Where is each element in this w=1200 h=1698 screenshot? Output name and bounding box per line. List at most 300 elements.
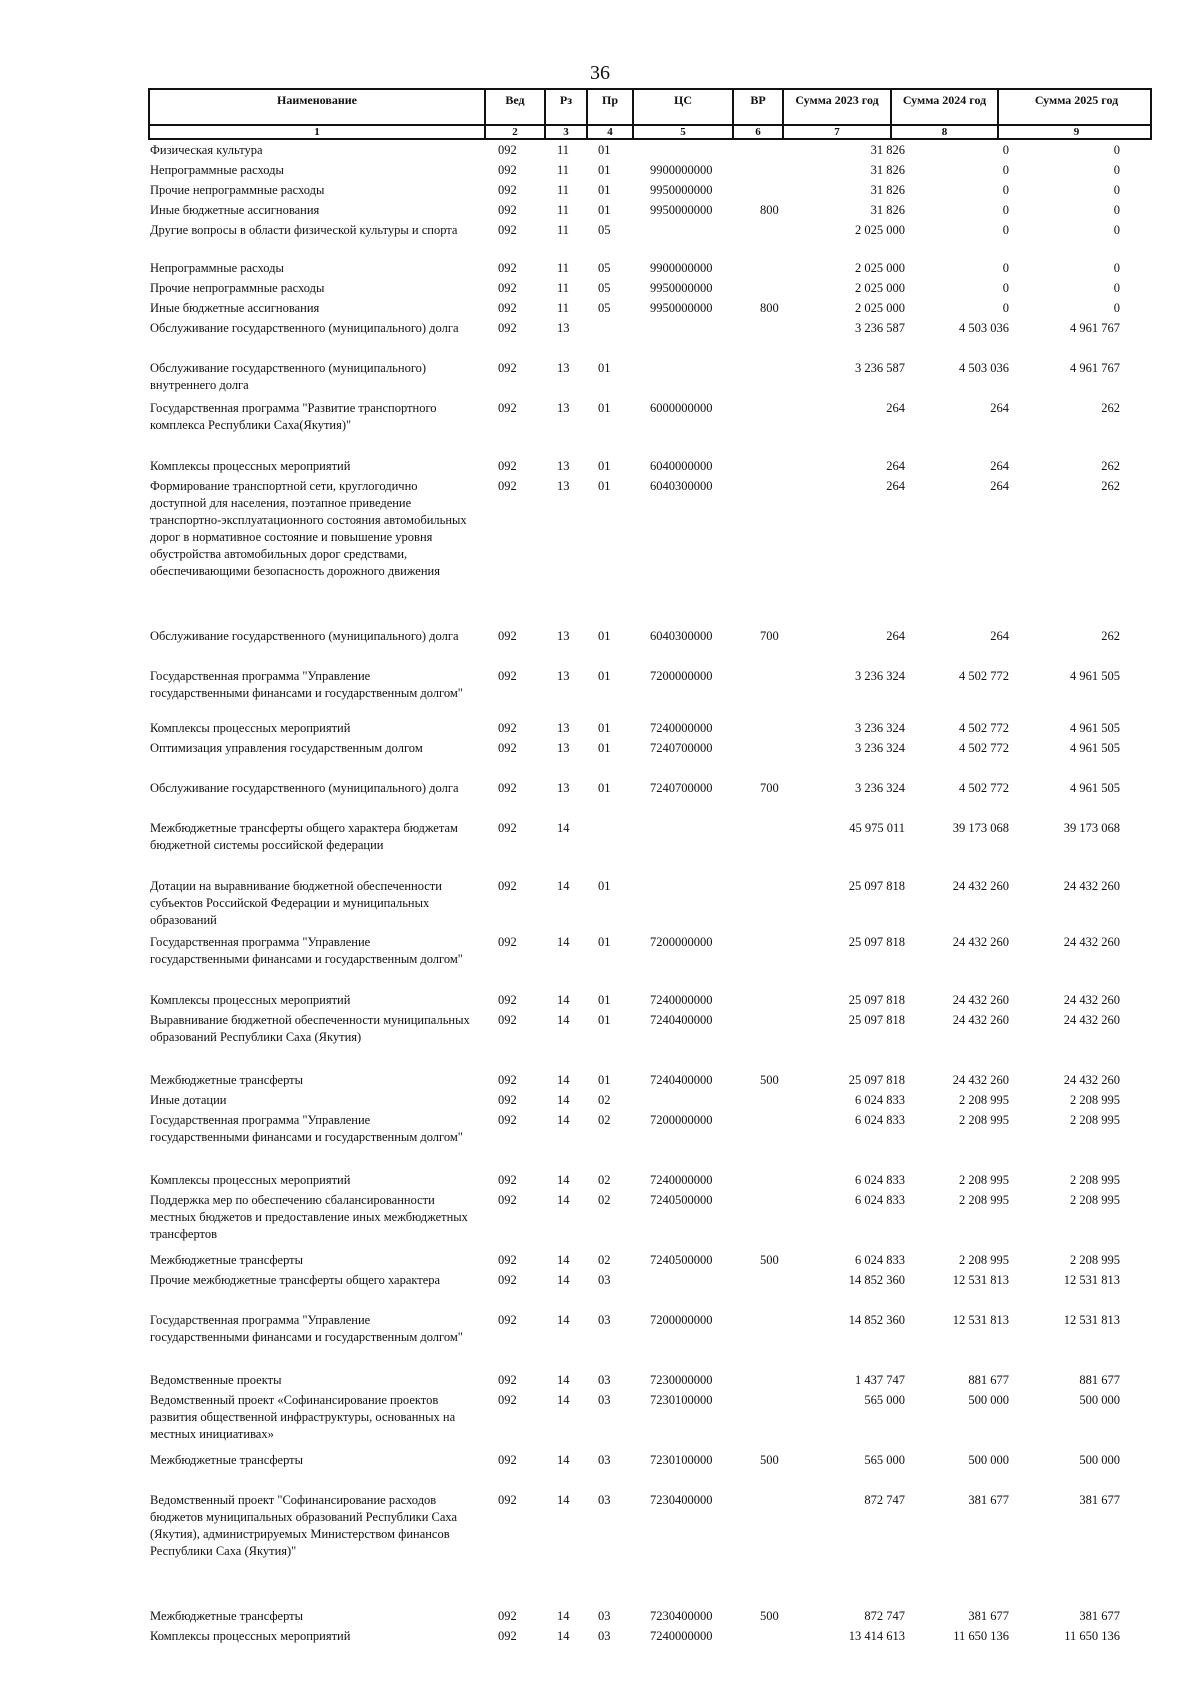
row-cs: 7240700000: [650, 741, 713, 755]
row-rz: 11: [557, 261, 570, 275]
row-sum-2025: 500 000: [1079, 1393, 1120, 1407]
column-number: 2: [486, 126, 546, 138]
row-ved: 092: [498, 993, 517, 1007]
row-rz: 11: [557, 281, 570, 295]
row-rz: 13: [557, 669, 570, 683]
row-sum-2025: 0: [1113, 163, 1120, 177]
row-rz: 13: [557, 741, 570, 755]
row-rz: 14: [557, 1013, 570, 1027]
row-name: Комплексы процессных мероприятий: [150, 1629, 351, 1643]
row-sum-2023: 3 236 324: [855, 781, 905, 795]
row-ved: 092: [498, 459, 517, 473]
row-cs: 7240700000: [650, 781, 713, 795]
row-sum-2024: 381 677: [968, 1493, 1009, 1507]
row-ved: 092: [498, 401, 517, 415]
row-pr: 03: [598, 1393, 611, 1407]
row-name: Иные дотации: [150, 1093, 227, 1107]
row-pr: 02: [598, 1113, 611, 1127]
row-sum-2025: 4 961 505: [1070, 721, 1120, 735]
row-rz: 14: [557, 879, 570, 893]
row-rz: 14: [557, 1373, 570, 1387]
row-sum-2024: 264: [990, 459, 1009, 473]
row-cs: 9900000000: [650, 261, 713, 275]
row-rz: 14: [557, 821, 570, 835]
column-number: 9: [1073, 126, 1080, 138]
row-sum-2023: 6 024 833: [855, 1193, 905, 1207]
row-rz: 11: [557, 203, 570, 217]
row-ved: 092: [498, 261, 517, 275]
row-name: Поддержка мер по обеспечению сбалансированности местных бюджетов и предоставление иных межбюджетных трансфертов: [150, 1193, 468, 1241]
row-sum-2023: 1 437 747: [855, 1373, 905, 1387]
column-number: 5: [634, 126, 734, 138]
row-rz: 13: [557, 321, 570, 335]
row-sum-2023: 264: [886, 629, 905, 643]
row-name: Ведомственные проекты: [150, 1373, 282, 1387]
row-ved: 092: [498, 879, 517, 893]
row-sum-2024: 11 650 136: [953, 1629, 1009, 1643]
row-sum-2024: 24 432 260: [952, 993, 1009, 1007]
row-cs: 7230100000: [650, 1453, 713, 1467]
row-cs: 9950000000: [650, 183, 713, 197]
row-cs: 7230400000: [650, 1493, 713, 1507]
row-rz: 13: [557, 361, 570, 375]
row-pr: 03: [598, 1373, 611, 1387]
row-ved: 092: [498, 1253, 517, 1267]
row-name: Дотации на выравнивание бюджетной обеспеченности субъектов Российской Федерации и муниципальных образований: [150, 879, 442, 927]
row-cs: 7230100000: [650, 1393, 713, 1407]
row-sum-2023: 25 097 818: [848, 1013, 905, 1027]
row-rz: 14: [557, 935, 570, 949]
row-sum-2025: 4 961 767: [1070, 361, 1120, 375]
row-sum-2025: 24 432 260: [1063, 935, 1120, 949]
row-name: Комплексы процессных мероприятий: [150, 1173, 351, 1187]
row-sum-2024: 0: [1002, 223, 1009, 237]
row-sum-2024: 264: [990, 401, 1009, 415]
row-sum-2025: 262: [1101, 629, 1120, 643]
row-sum-2023: 14 852 360: [848, 1313, 905, 1327]
row-sum-2024: 2 208 995: [959, 1113, 1009, 1127]
row-sum-2023: 31 826: [870, 183, 905, 197]
row-cs: 7240500000: [650, 1253, 713, 1267]
row-cs: 7200000000: [650, 669, 713, 683]
row-sum-2024: 500 000: [968, 1453, 1009, 1467]
row-sum-2025: 500 000: [1079, 1453, 1120, 1467]
row-sum-2025: 12 531 813: [1063, 1313, 1120, 1327]
row-sum-2025: 881 677: [1079, 1373, 1120, 1387]
column-number: 8: [892, 126, 999, 138]
row-pr: 01: [598, 879, 611, 893]
row-name: Государственная программа "Управление государственными финансами и государственным долгом": [150, 669, 463, 700]
row-sum-2023: 3 236 324: [855, 669, 905, 683]
row-sum-2023: 264: [886, 401, 905, 415]
row-sum-2024: 0: [1002, 301, 1009, 315]
row-sum-2024: 0: [1002, 281, 1009, 295]
row-sum-2024: 0: [1002, 261, 1009, 275]
row-name: Непрограммные расходы: [150, 163, 284, 177]
row-name: Комплексы процессных мероприятий: [150, 459, 351, 473]
row-ved: 092: [498, 821, 517, 835]
row-sum-2023: 6 024 833: [855, 1173, 905, 1187]
row-ved: 092: [498, 1609, 517, 1623]
row-ved: 092: [498, 1629, 517, 1643]
row-ved: 092: [498, 741, 517, 755]
row-sum-2023: 3 236 324: [855, 721, 905, 735]
row-cs: 7200000000: [650, 1313, 713, 1327]
row-name: Межбюджетные трансферты: [150, 1609, 304, 1623]
row-name: Физическая культура: [150, 143, 263, 157]
row-pr: 01: [598, 401, 611, 415]
row-sum-2024: 4 502 772: [959, 781, 1009, 795]
row-name: Межбюджетные трансферты: [150, 1073, 304, 1087]
row-cs: 7240000000: [650, 721, 713, 735]
row-vr: 700: [760, 781, 779, 795]
row-pr: 01: [598, 163, 611, 177]
row-sum-2025: 0: [1113, 261, 1120, 275]
row-name: Государственная программа "Управление государственными финансами и государственным долгом": [150, 1113, 463, 1144]
row-rz: 13: [557, 459, 570, 473]
row-sum-2025: 2 208 995: [1070, 1113, 1120, 1127]
row-sum-2025: 2 208 995: [1070, 1093, 1120, 1107]
row-name: Прочие непрограммные расходы: [150, 183, 325, 197]
row-sum-2023: 6 024 833: [855, 1093, 905, 1107]
row-cs: 7240400000: [650, 1073, 713, 1087]
row-rz: 11: [557, 183, 570, 197]
row-vr: 800: [760, 301, 779, 315]
row-sum-2023: 872 747: [864, 1609, 905, 1623]
row-ved: 092: [498, 301, 517, 315]
row-ved: 092: [498, 361, 517, 375]
row-sum-2023: 264: [886, 479, 905, 493]
row-ved: 092: [498, 1173, 517, 1187]
row-pr: 01: [598, 183, 611, 197]
row-name: Прочие непрограммные расходы: [150, 281, 325, 295]
header-sum-2023: Сумма 2023 год: [784, 90, 892, 124]
row-cs: 9950000000: [650, 301, 713, 315]
page-number: 36: [590, 62, 610, 84]
row-sum-2025: 24 432 260: [1063, 1013, 1120, 1027]
row-ved: 092: [498, 1073, 517, 1087]
row-ved: 092: [498, 781, 517, 795]
row-rz: 11: [557, 301, 570, 315]
column-number: 3: [546, 126, 588, 138]
row-cs: 7240000000: [650, 993, 713, 1007]
row-pr: 01: [598, 361, 611, 375]
row-pr: 03: [598, 1313, 611, 1327]
row-name: Выравнивание бюджетной обеспеченности муниципальных образований Республики Саха (Якутия): [150, 1013, 470, 1044]
row-rz: 11: [557, 143, 570, 157]
column-number: 6: [734, 126, 784, 138]
row-ved: 092: [498, 223, 517, 237]
row-sum-2024: 264: [990, 629, 1009, 643]
row-ved: 092: [498, 203, 517, 217]
row-sum-2023: 2 025 000: [855, 261, 905, 275]
row-pr: 03: [598, 1629, 611, 1643]
header-cs: ЦС: [634, 90, 734, 124]
row-ved: 092: [498, 479, 517, 493]
row-cs: 7240400000: [650, 1013, 713, 1027]
row-name: Межбюджетные трансферты: [150, 1453, 304, 1467]
row-sum-2023: 31 826: [870, 163, 905, 177]
row-rz: 14: [557, 1193, 570, 1207]
row-rz: 14: [557, 1609, 570, 1623]
row-vr: 500: [760, 1073, 779, 1087]
row-sum-2023: 45 975 011: [849, 821, 905, 835]
row-sum-2024: 39 173 068: [952, 821, 1009, 835]
row-sum-2025: 2 208 995: [1070, 1193, 1120, 1207]
row-cs: 9950000000: [650, 281, 713, 295]
row-sum-2025: 2 208 995: [1070, 1173, 1120, 1187]
row-sum-2025: 0: [1113, 143, 1120, 157]
row-vr: 500: [760, 1253, 779, 1267]
row-sum-2023: 3 236 587: [855, 361, 905, 375]
row-sum-2023: 31 826: [870, 203, 905, 217]
row-pr: 02: [598, 1093, 611, 1107]
row-rz: 14: [557, 1253, 570, 1267]
row-ved: 092: [498, 321, 517, 335]
row-pr: 01: [598, 479, 611, 493]
header-name: Наименование: [150, 90, 486, 124]
row-cs: 9900000000: [650, 163, 713, 177]
row-pr: 01: [598, 993, 611, 1007]
row-sum-2025: 4 961 767: [1070, 321, 1120, 335]
row-sum-2025: 24 432 260: [1063, 993, 1120, 1007]
row-sum-2024: 0: [1002, 163, 1009, 177]
row-cs: 7240000000: [650, 1629, 713, 1643]
row-name: Непрограммные расходы: [150, 261, 284, 275]
row-pr: 01: [598, 629, 611, 643]
row-name: Другие вопросы в области физической культуры и спорта: [150, 223, 458, 237]
row-rz: 13: [557, 721, 570, 735]
row-ved: 092: [498, 163, 517, 177]
row-pr: 05: [598, 223, 611, 237]
row-rz: 14: [557, 993, 570, 1007]
row-rz: 14: [557, 1453, 570, 1467]
column-number: 7: [784, 126, 892, 138]
row-sum-2024: 500 000: [968, 1393, 1009, 1407]
row-sum-2023: 2 025 000: [855, 223, 905, 237]
row-sum-2024: 2 208 995: [959, 1093, 1009, 1107]
row-sum-2024: 4 503 036: [959, 361, 1009, 375]
row-sum-2024: 12 531 813: [952, 1313, 1009, 1327]
row-sum-2025: 4 961 505: [1070, 781, 1120, 795]
row-name: Комплексы процессных мероприятий: [150, 993, 351, 1007]
row-ved: 092: [498, 1193, 517, 1207]
row-cs: 7240000000: [650, 1173, 713, 1187]
row-pr: 03: [598, 1273, 611, 1287]
row-rz: 14: [557, 1113, 570, 1127]
row-rz: 11: [557, 223, 570, 237]
row-ved: 092: [498, 1493, 517, 1507]
row-sum-2023: 25 097 818: [848, 1073, 905, 1087]
row-sum-2025: 0: [1113, 281, 1120, 295]
row-pr: 01: [598, 721, 611, 735]
row-sum-2025: 0: [1113, 203, 1120, 217]
row-rz: 13: [557, 479, 570, 493]
header-pr: Пр: [588, 90, 634, 124]
row-sum-2023: 565 000: [864, 1453, 905, 1467]
row-vr: 500: [760, 1609, 779, 1623]
row-sum-2023: 25 097 818: [848, 879, 905, 893]
row-pr: 01: [598, 143, 611, 157]
row-name: Прочие межбюджетные трансферты общего характера: [150, 1273, 441, 1287]
row-cs: 7230400000: [650, 1609, 713, 1623]
row-sum-2025: 12 531 813: [1063, 1273, 1120, 1287]
row-ved: 092: [498, 1273, 517, 1287]
row-cs: 7200000000: [650, 1113, 713, 1127]
row-sum-2024: 24 432 260: [952, 1013, 1009, 1027]
row-sum-2025: 11 650 136: [1064, 1629, 1120, 1643]
row-sum-2023: 6 024 833: [855, 1113, 905, 1127]
row-ved: 092: [498, 1013, 517, 1027]
row-sum-2025: 24 432 260: [1063, 1073, 1120, 1087]
row-sum-2024: 4 503 036: [959, 321, 1009, 335]
row-sum-2025: 262: [1101, 479, 1120, 493]
row-pr: 01: [598, 203, 611, 217]
row-sum-2025: 39 173 068: [1063, 821, 1120, 835]
row-cs: 7230000000: [650, 1373, 713, 1387]
row-sum-2024: 264: [990, 479, 1009, 493]
row-sum-2025: 381 677: [1079, 1493, 1120, 1507]
row-sum-2024: 0: [1002, 183, 1009, 197]
row-ved: 092: [498, 669, 517, 683]
row-sum-2024: 12 531 813: [952, 1273, 1009, 1287]
column-number: 1: [150, 126, 486, 138]
row-cs: 7240500000: [650, 1193, 713, 1207]
row-rz: 14: [557, 1393, 570, 1407]
row-name: Обслуживание государственного (муниципального) долга: [150, 321, 459, 335]
row-sum-2023: 3 236 324: [855, 741, 905, 755]
row-sum-2023: 2 025 000: [855, 301, 905, 315]
row-pr: 01: [598, 781, 611, 795]
row-pr: 03: [598, 1609, 611, 1623]
row-pr: 01: [598, 669, 611, 683]
row-pr: 05: [598, 281, 611, 295]
row-ved: 092: [498, 935, 517, 949]
row-name: Государственная программа "Развитие транспортного комплекса Республики Саха(Якутия)": [150, 401, 437, 432]
row-pr: 01: [598, 1013, 611, 1027]
row-cs: 6040000000: [650, 459, 713, 473]
row-sum-2023: 2 025 000: [855, 281, 905, 295]
row-ved: 092: [498, 1393, 517, 1407]
row-sum-2024: 2 208 995: [959, 1173, 1009, 1187]
row-sum-2025: 0: [1113, 183, 1120, 197]
row-sum-2025: 0: [1113, 223, 1120, 237]
row-cs: 6040300000: [650, 479, 713, 493]
row-sum-2023: 25 097 818: [848, 935, 905, 949]
row-ved: 092: [498, 629, 517, 643]
row-rz: 11: [557, 163, 570, 177]
row-sum-2025: 0: [1113, 301, 1120, 315]
row-sum-2024: 0: [1002, 203, 1009, 217]
row-name: Обслуживание государственного (муниципального) долга: [150, 629, 459, 643]
row-rz: 14: [557, 1273, 570, 1287]
row-rz: 14: [557, 1629, 570, 1643]
row-cs: 6000000000: [650, 401, 713, 415]
column-number: 4: [588, 126, 634, 138]
row-name: Формирование транспортной сети, круглогодично доступной для населения, поэтапное приведение транспортно-эксплуатационного состояния автомобильных дорог в нормативное состояние и повышение уровня обустройства автомобильных дорог средствами, обеспечивающими безопасность дорожного движения: [150, 479, 467, 578]
row-sum-2023: 31 826: [870, 143, 905, 157]
header-vr: ВР: [734, 90, 784, 124]
row-rz: 13: [557, 781, 570, 795]
row-rz: 14: [557, 1073, 570, 1087]
row-pr: 01: [598, 741, 611, 755]
row-ved: 092: [498, 183, 517, 197]
column-number-row: [148, 126, 1152, 140]
row-sum-2024: 24 432 260: [952, 935, 1009, 949]
row-sum-2024: 381 677: [968, 1609, 1009, 1623]
header-sum-2025: Сумма 2025 год: [1034, 93, 1119, 107]
row-name: Межбюджетные трансферты: [150, 1253, 304, 1267]
row-ved: 092: [498, 1113, 517, 1127]
row-vr: 800: [760, 203, 779, 217]
row-rz: 14: [557, 1493, 570, 1507]
row-name: Ведомственный проект «Софинансирование проектов развития общественной инфраструктуры, основанных на местных инициативах»: [150, 1393, 456, 1441]
table-header: [148, 88, 1152, 126]
row-name: Иные бюджетные ассигнования: [150, 203, 320, 217]
row-sum-2024: 2 208 995: [959, 1193, 1009, 1207]
row-sum-2025: 262: [1101, 459, 1120, 473]
row-pr: 03: [598, 1493, 611, 1507]
row-cs: 7200000000: [650, 935, 713, 949]
row-sum-2023: 13 414 613: [848, 1629, 905, 1643]
row-sum-2023: 264: [886, 459, 905, 473]
row-ved: 092: [498, 143, 517, 157]
header-sum-2024: Сумма 2024 год: [892, 90, 999, 124]
row-sum-2025: 2 208 995: [1070, 1253, 1120, 1267]
row-sum-2025: 262: [1101, 401, 1120, 415]
row-sum-2024: 24 432 260: [952, 1073, 1009, 1087]
row-name: Межбюджетные трансферты общего характера бюджетам бюджетной системы российской федерации: [150, 821, 458, 852]
row-rz: 14: [557, 1093, 570, 1107]
row-pr: 01: [598, 1073, 611, 1087]
row-sum-2024: 881 677: [968, 1373, 1009, 1387]
row-name: Иные бюджетные ассигнования: [150, 301, 320, 315]
row-name: Комплексы процессных мероприятий: [150, 721, 351, 735]
row-name: Ведомственный проект "Софинансирование расходов бюджетов муниципальных образований Республики Саха (Якутия), администрируемых Министерством финансов Республики Саха (Якутия)": [150, 1493, 458, 1558]
row-sum-2024: 2 208 995: [959, 1253, 1009, 1267]
row-rz: 14: [557, 1313, 570, 1327]
row-name: Обслуживание государственного (муниципального) внутреннего долга: [150, 361, 427, 392]
row-sum-2025: 4 961 505: [1070, 669, 1120, 683]
row-pr: 05: [598, 301, 611, 315]
row-vr: 700: [760, 629, 779, 643]
row-sum-2024: 4 502 772: [959, 741, 1009, 755]
row-sum-2023: 6 024 833: [855, 1253, 905, 1267]
row-pr: 05: [598, 261, 611, 275]
row-rz: 13: [557, 401, 570, 415]
header-ved: Вед: [486, 90, 546, 124]
row-vr: 500: [760, 1453, 779, 1467]
row-ved: 092: [498, 721, 517, 735]
row-sum-2024: 0: [1002, 143, 1009, 157]
row-sum-2024: 24 432 260: [952, 879, 1009, 893]
row-ved: 092: [498, 281, 517, 295]
row-pr: 01: [598, 935, 611, 949]
row-sum-2024: 4 502 772: [959, 721, 1009, 735]
row-ved: 092: [498, 1373, 517, 1387]
row-pr: 02: [598, 1193, 611, 1207]
row-pr: 01: [598, 459, 611, 473]
row-rz: 13: [557, 629, 570, 643]
row-sum-2024: 4 502 772: [959, 669, 1009, 683]
row-sum-2023: 3 236 587: [855, 321, 905, 335]
row-ved: 092: [498, 1313, 517, 1327]
header-rz: Рз: [546, 90, 588, 124]
row-sum-2025: 24 432 260: [1063, 879, 1120, 893]
row-sum-2025: 381 677: [1079, 1609, 1120, 1623]
row-ved: 092: [498, 1093, 517, 1107]
row-name: Обслуживание государственного (муниципального) долга: [150, 781, 459, 795]
